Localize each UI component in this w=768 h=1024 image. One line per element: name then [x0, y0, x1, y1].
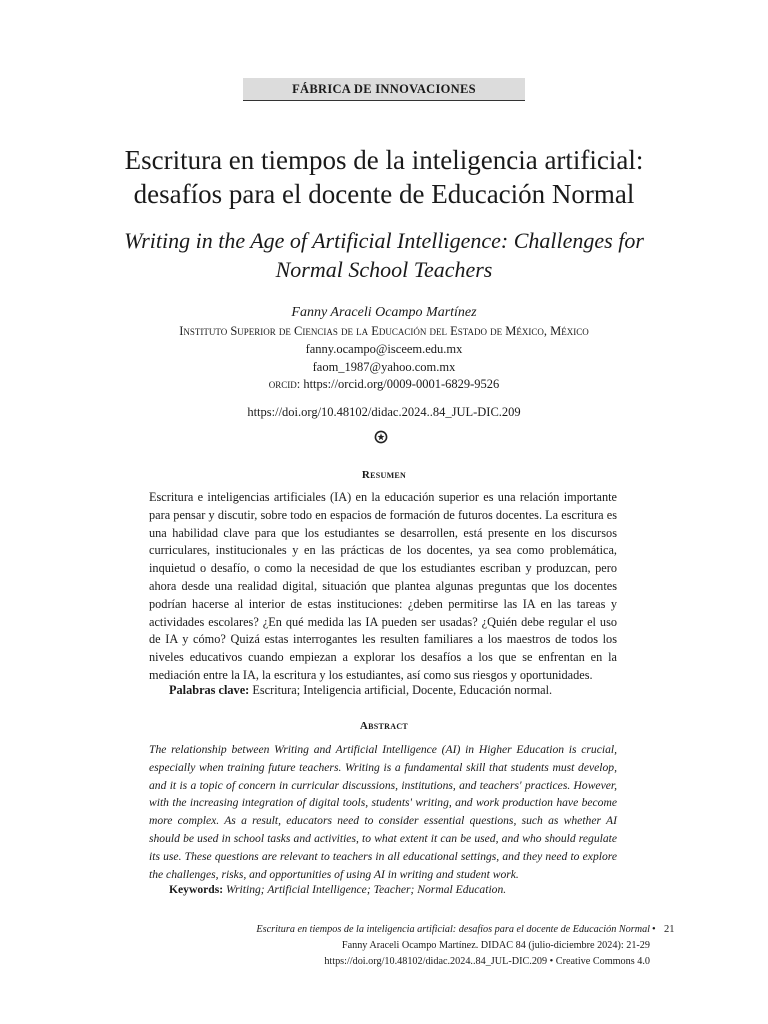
resumen-keywords-label: Palabras clave: [169, 683, 250, 697]
title-english-line1: Writing in the Age of Artificial Intelligence: Challenges for [124, 228, 644, 253]
author-email-primary[interactable]: fanny.ocampo@isceem.edu.mx [305, 342, 463, 356]
resumen-heading: Resumen [361, 469, 407, 481]
title-spanish-line1: Escritura en tiempos de la inteligencia artificial: [124, 145, 644, 175]
section-banner: FÁBRICA DE INNOVACIONES [243, 78, 525, 101]
orcid-link[interactable]: https://orcid.org/0009-0001-6829-9526 [303, 377, 500, 391]
abstract-body: The relationship between Writing and Artificial Intelligence (AI) in Higher Education is crucial, especially when training future teachers. Writing is a fundamental skill that students must develop, and it is a topic of concern in curricular discussions, institutions, and teachers' practices. However, with the increasing integration of digital tools, students' writing, and work production have become more complex. As a result, educators need to consider essential questions, such as whether AI should be used in school tasks and activities, to what extent it can be used, and who should regulate its use. These questions are relevant to teachers in all educational settings, and they need to explore the challenges, risks, and opportunities of using AI in writing and student work. [149, 743, 617, 881]
orcid-label: orcid: [268, 377, 301, 391]
ornament-divider-icon [374, 430, 388, 444]
author-name: Fanny Araceli Ocampo Martínez [291, 305, 477, 320]
author-affiliation: Instituto Superior de Ciencias de la Educación del Estado de México, México [179, 324, 589, 338]
abstract-keywords [169, 883, 506, 896]
title-english [40, 226, 728, 284]
abstract-keywords-label: Keywords: [169, 883, 224, 896]
title-spanish [40, 143, 728, 211]
footer-article-title: Escritura en tiempos de la inteligencia artificial: desafíos para el docente de Educación Normal [256, 924, 650, 935]
abstract-keywords-value: Writing; Artificial Intelligence; Teacher; Normal Education. [226, 883, 507, 896]
footer-citation: Fanny Araceli Ocampo Martínez. DIDAC 84 (julio-diciembre 2024): 21-29 [341, 940, 650, 951]
resumen-body: Escritura e inteligencias artificiales (IA) en la educación superior es una relación importante para pensar y discutir, sobre todo en espacios de formación de futuros docentes. La escritura es una habilidad clave para que los estudiantes se desarrollen, está presente en los discursos curriculares, institucionales y en las prácticas de los docentes, ya sea como problemática, inquietud o desafío, o como la necesidad de que los estudiantes escriban y produzcan, pero ahora desde una realidad digital, situación que plantea algunas preguntas que los docentes podrían hacerse al interior de estas instituciones: ¿deben permitirse las IA en las tareas y actividades escolares? ¿En qué medida las IA pueden ser usadas? ¿Quién debe regular el uso de IA y cómo? Quizá estas interrogantes les resulten familiares a los maestros de todos los niveles educativos cuando empiezan a explorar los desafíos a los que se enfrentan en la mediación entre la IA, la escritura y los estudiantes, así como sus riesgos y oportunidades. [149, 490, 617, 682]
title-spanish-line2: desafíos para el docente de Educación Normal [133, 179, 635, 209]
footer-doi-license[interactable]: https://doi.org/10.48102/didac.2024..84_JUL-DIC.209 • Creative Commons 4.0 [324, 956, 650, 967]
author-orcid [0, 377, 768, 392]
title-english-line2: Normal School Teachers [275, 257, 493, 282]
abstract-heading: Abstract [359, 720, 409, 732]
doi-link[interactable]: https://doi.org/10.48102/didac.2024..84_JUL-DIC.209 [247, 405, 521, 419]
resumen-keywords-value: Escritura; Inteligencia artificial, Docente, Educación normal. [252, 683, 553, 697]
footer-bullet: • [652, 924, 656, 935]
resumen-keywords [169, 683, 552, 698]
page-number: 21 [664, 924, 675, 935]
author-email-secondary[interactable]: faom_1987@yahoo.com.mx [312, 360, 456, 374]
